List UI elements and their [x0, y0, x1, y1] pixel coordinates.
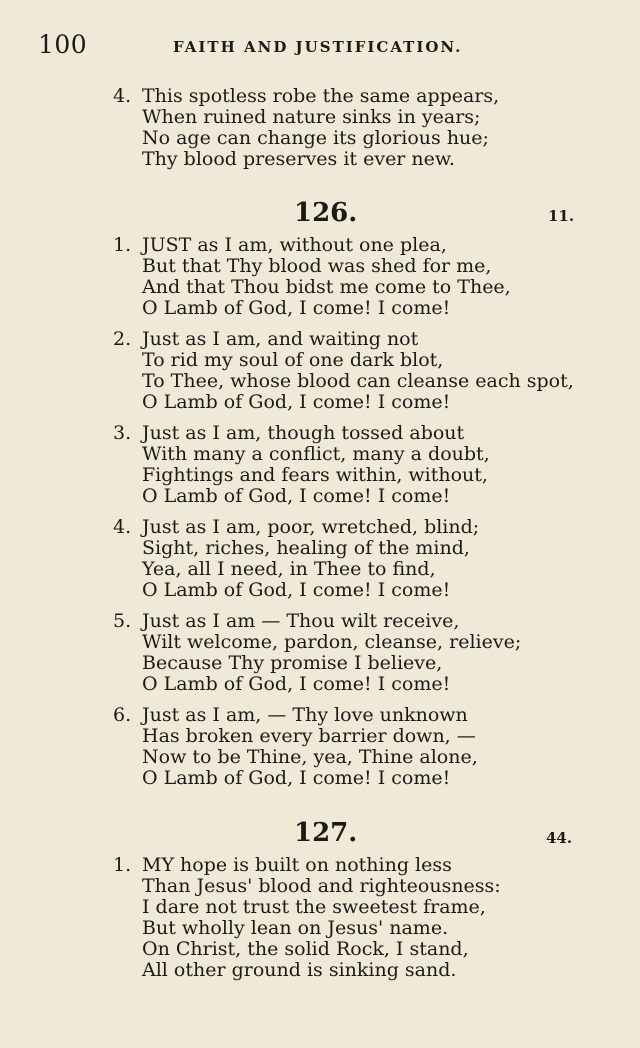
stanza-line: Just as I am, and waiting not — [142, 328, 419, 350]
stanza-line: Just as I am, poor, wretched, blind; — [142, 516, 480, 538]
stanza-line: Just as I am, though tossed about — [142, 422, 465, 444]
stanza-line: To rid my soul of one dark blot, — [142, 349, 444, 371]
page-header — [38, 30, 600, 60]
stanza-number: 4. — [113, 85, 132, 107]
stanza-line: Sight, riches, healing of the mind, — [142, 537, 470, 559]
stanza-line: When ruined nature sinks in years; — [142, 106, 481, 128]
stanza-line: O Lamb of God, I come! I come! — [142, 297, 451, 319]
stanza-line: Thy blood preserves it ever new. — [142, 148, 455, 170]
stanza-line: O Lamb of God, I come! I come! — [142, 579, 451, 601]
hymn-127-stanza-1 — [113, 855, 623, 981]
stanza-number: 1. — [113, 234, 132, 256]
stanza-number: 1. — [113, 854, 132, 876]
stanza-line: O Lamb of God, I come! I come! — [142, 391, 451, 413]
stanza-line: Has broken every barrier down, — — [142, 725, 476, 747]
hymn-126-stanza-2 — [113, 329, 623, 413]
stanza-line: Yea, all I need, in Thee to find, — [142, 558, 436, 580]
hymn-126-stanza-5 — [113, 611, 623, 695]
stanza-line: Because Thy promise I believe, — [142, 652, 443, 674]
stanza-line: To Thee, whose blood can cleanse each spot, — [142, 370, 574, 392]
stanza-number: 5. — [113, 610, 132, 632]
stanza-line: All other ground is sinking sand. — [142, 959, 457, 981]
stanza-line: JUST as I am, without one plea, — [142, 234, 447, 256]
stanza-line: This spotless robe the same appears, — [142, 85, 500, 107]
stanza-line: Wilt welcome, pardon, cleanse, relieve; — [142, 631, 522, 653]
stanza-line: And that Thou bidst me come to Thee, — [142, 276, 511, 298]
stanza-line: With many a conflict, many a doubt, — [142, 443, 490, 465]
stanza-line: O Lamb of God, I come! I come! — [142, 673, 451, 695]
hymn-126-stanza-6 — [113, 705, 623, 789]
stanza-line: No age can change its glorious hue; — [142, 127, 489, 149]
stanza-line: On Christ, the solid Rock, I stand, — [142, 938, 469, 960]
stanza-line: Fightings and fears within, without, — [142, 464, 488, 486]
hymn-number-127: 127. — [294, 818, 358, 848]
stanza-number: 4. — [113, 516, 132, 538]
stanza-line: O Lamb of God, I come! I come! — [142, 767, 451, 789]
stanza-line: Just as I am — Thou wilt receive, — [142, 610, 460, 632]
tune-number: 11. — [548, 207, 575, 225]
stanza-line: Now to be Thine, yea, Thine alone, — [142, 746, 478, 768]
stanza-line: Just as I am, — Thy love unknown — [142, 704, 468, 726]
page-number: 100 — [38, 30, 88, 59]
running-head: FAITH AND JUSTIFICATION. — [173, 38, 463, 56]
stanza-number: 3. — [113, 422, 132, 444]
stanza-line: O Lamb of God, I come! I come! — [142, 485, 451, 507]
stanza-number: 6. — [113, 704, 132, 726]
hymn-number-126: 126. — [294, 198, 358, 228]
stanza-line: But wholly lean on Jesus' name. — [142, 917, 449, 939]
tune-number: 44. — [546, 829, 573, 847]
stanza-continued-4 — [113, 86, 623, 170]
hymn-126-stanza-4 — [113, 517, 623, 601]
stanza-number: 2. — [113, 328, 132, 350]
stanza-line: I dare not trust the sweetest frame, — [142, 896, 486, 918]
hymn-126-stanza-1 — [113, 235, 623, 319]
stanza-line: But that Thy blood was shed for me, — [142, 255, 492, 277]
hymn-126-stanza-3 — [113, 423, 623, 507]
stanza-line: MY hope is built on nothing less — [142, 854, 452, 876]
stanza-line: Than Jesus' blood and righteousness: — [142, 875, 501, 897]
